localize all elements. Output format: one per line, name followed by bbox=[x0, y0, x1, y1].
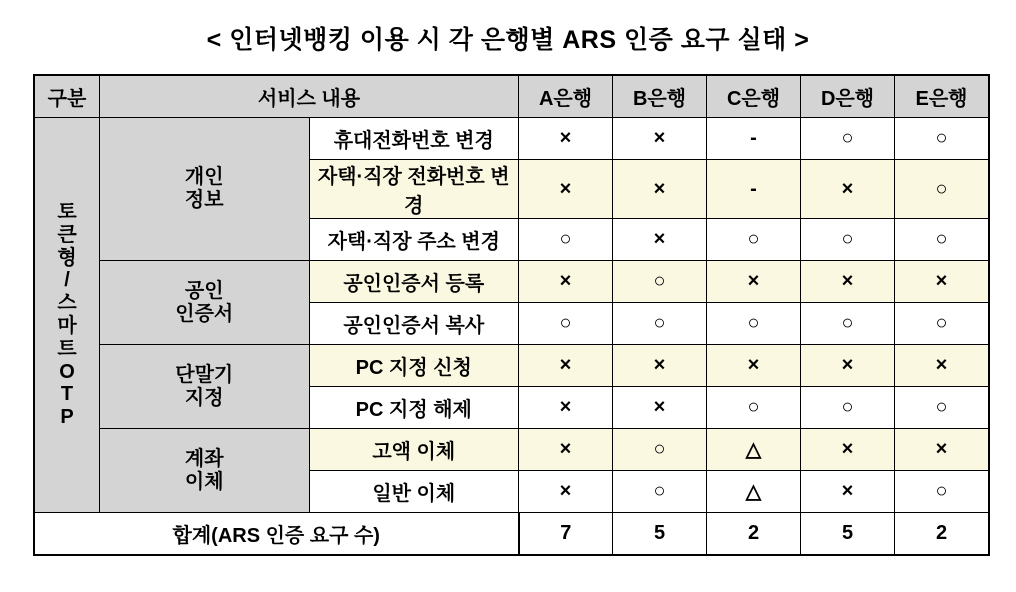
mark-bank-c: △ bbox=[707, 429, 801, 471]
service-name: 자택·직장 전화번호 변경 bbox=[309, 160, 519, 219]
service-name: PC 지정 신청 bbox=[309, 345, 519, 387]
mark-bank-b: × bbox=[613, 345, 707, 387]
mark-bank-a: × bbox=[519, 118, 613, 160]
mark-bank-e: ○ bbox=[895, 219, 990, 261]
mark-bank-b: × bbox=[613, 118, 707, 160]
group-label-char: 마 bbox=[57, 315, 77, 337]
total-bank-c: 2 bbox=[707, 513, 801, 556]
group-label-char: 트 bbox=[57, 337, 77, 360]
mark-bank-d: × bbox=[801, 261, 895, 303]
mark-bank-e: ○ bbox=[895, 160, 990, 219]
mark-bank-c: ○ bbox=[707, 303, 801, 345]
category-label-line1: 개인 bbox=[184, 166, 224, 188]
category-label-line1: 계좌 bbox=[184, 447, 224, 470]
ars-requirement-table bbox=[33, 74, 990, 556]
total-bank-b: 5 bbox=[613, 513, 707, 556]
mark-bank-a: × bbox=[519, 387, 613, 429]
mark-bank-a: × bbox=[519, 345, 613, 387]
mark-bank-c: - bbox=[707, 160, 801, 219]
mark-bank-c: △ bbox=[707, 471, 801, 513]
mark-bank-e: × bbox=[895, 429, 990, 471]
mark-bank-a: × bbox=[519, 160, 613, 219]
mark-bank-e: ○ bbox=[895, 387, 990, 429]
mark-bank-d: × bbox=[801, 471, 895, 513]
mark-bank-c: × bbox=[707, 345, 801, 387]
group-label-char: / bbox=[64, 269, 70, 292]
mark-bank-b: ○ bbox=[613, 303, 707, 345]
mark-bank-e: ○ bbox=[895, 303, 990, 345]
mark-bank-d: × bbox=[801, 429, 895, 471]
header-bank-b: B은행 bbox=[613, 75, 707, 118]
service-name: 휴대전화번호 변경 bbox=[309, 118, 519, 160]
category-label-line2: 이체 bbox=[184, 470, 224, 493]
mark-bank-d: × bbox=[801, 160, 895, 219]
mark-bank-d: ○ bbox=[801, 387, 895, 429]
service-name: 공인인증서 복사 bbox=[309, 303, 519, 345]
mark-bank-b: ○ bbox=[613, 429, 707, 471]
group-label-char: 형 bbox=[57, 246, 77, 269]
category-label-line1: 단말기 bbox=[175, 363, 234, 386]
category-personal-info bbox=[100, 118, 310, 261]
header-bank-d: D은행 bbox=[801, 75, 895, 118]
total-bank-e: 2 bbox=[895, 513, 990, 556]
service-name: 자택·직장 주소 변경 bbox=[309, 219, 519, 261]
mark-bank-b: × bbox=[613, 160, 707, 219]
service-name: 고액 이체 bbox=[309, 429, 519, 471]
header-service: 서비스 내용 bbox=[100, 75, 519, 118]
group-label-char: T bbox=[60, 383, 74, 406]
page-title: < 인터넷뱅킹 이용 시 각 은행별 ARS 인증 요구 실태 > bbox=[206, 26, 810, 54]
total-label: 합계(ARS 인증 요구 수) bbox=[34, 513, 519, 556]
mark-bank-c: - bbox=[707, 118, 801, 160]
group-label-char: 토 bbox=[57, 201, 77, 224]
service-name: 공인인증서 등록 bbox=[309, 261, 519, 303]
total-row bbox=[34, 513, 989, 556]
total-bank-d: 5 bbox=[801, 513, 895, 556]
group-label-token-smart-otp bbox=[34, 118, 100, 513]
table-container bbox=[0, 74, 1016, 556]
service-name: 일반 이체 bbox=[309, 471, 519, 513]
group-label-char: 스 bbox=[57, 292, 77, 315]
group-label-char: O bbox=[59, 360, 75, 383]
table-row bbox=[34, 345, 989, 387]
mark-bank-d: ○ bbox=[801, 219, 895, 261]
category-label-line2: 인증서 bbox=[175, 302, 234, 325]
mark-bank-e: ○ bbox=[895, 118, 990, 160]
category-account-transfer bbox=[100, 429, 310, 513]
group-label-char: 큰 bbox=[57, 223, 77, 246]
table-row bbox=[34, 261, 989, 303]
category-certificate bbox=[100, 261, 310, 345]
total-bank-a: 7 bbox=[519, 513, 613, 556]
mark-bank-d: × bbox=[801, 345, 895, 387]
group-label-char: P bbox=[60, 406, 74, 429]
mark-bank-c: ○ bbox=[707, 387, 801, 429]
mark-bank-e: ○ bbox=[895, 471, 990, 513]
header-bank-a: A은행 bbox=[519, 75, 613, 118]
mark-bank-e: × bbox=[895, 261, 990, 303]
category-label-line1: 공인 bbox=[184, 279, 224, 302]
mark-bank-c: × bbox=[707, 261, 801, 303]
header-bank-c: C은행 bbox=[707, 75, 801, 118]
table-header-row bbox=[34, 75, 989, 118]
header-bank-e: E은행 bbox=[895, 75, 990, 118]
mark-bank-a: × bbox=[519, 261, 613, 303]
mark-bank-e: × bbox=[895, 345, 990, 387]
mark-bank-b: ○ bbox=[613, 261, 707, 303]
category-device-designation bbox=[100, 345, 310, 429]
mark-bank-b: × bbox=[613, 387, 707, 429]
mark-bank-d: ○ bbox=[801, 303, 895, 345]
mark-bank-b: × bbox=[613, 219, 707, 261]
category-label-line2: 지정 bbox=[184, 386, 224, 409]
mark-bank-a: × bbox=[519, 471, 613, 513]
mark-bank-d: ○ bbox=[801, 118, 895, 160]
service-name: PC 지정 해제 bbox=[309, 387, 519, 429]
header-gubun: 구분 bbox=[34, 75, 100, 118]
mark-bank-a: × bbox=[519, 429, 613, 471]
mark-bank-a: ○ bbox=[519, 219, 613, 261]
table-row bbox=[34, 118, 989, 160]
mark-bank-c: ○ bbox=[707, 219, 801, 261]
category-label-line2: 정보 bbox=[184, 189, 224, 211]
mark-bank-b: ○ bbox=[613, 471, 707, 513]
table-row bbox=[34, 429, 989, 471]
mark-bank-a: ○ bbox=[519, 303, 613, 345]
